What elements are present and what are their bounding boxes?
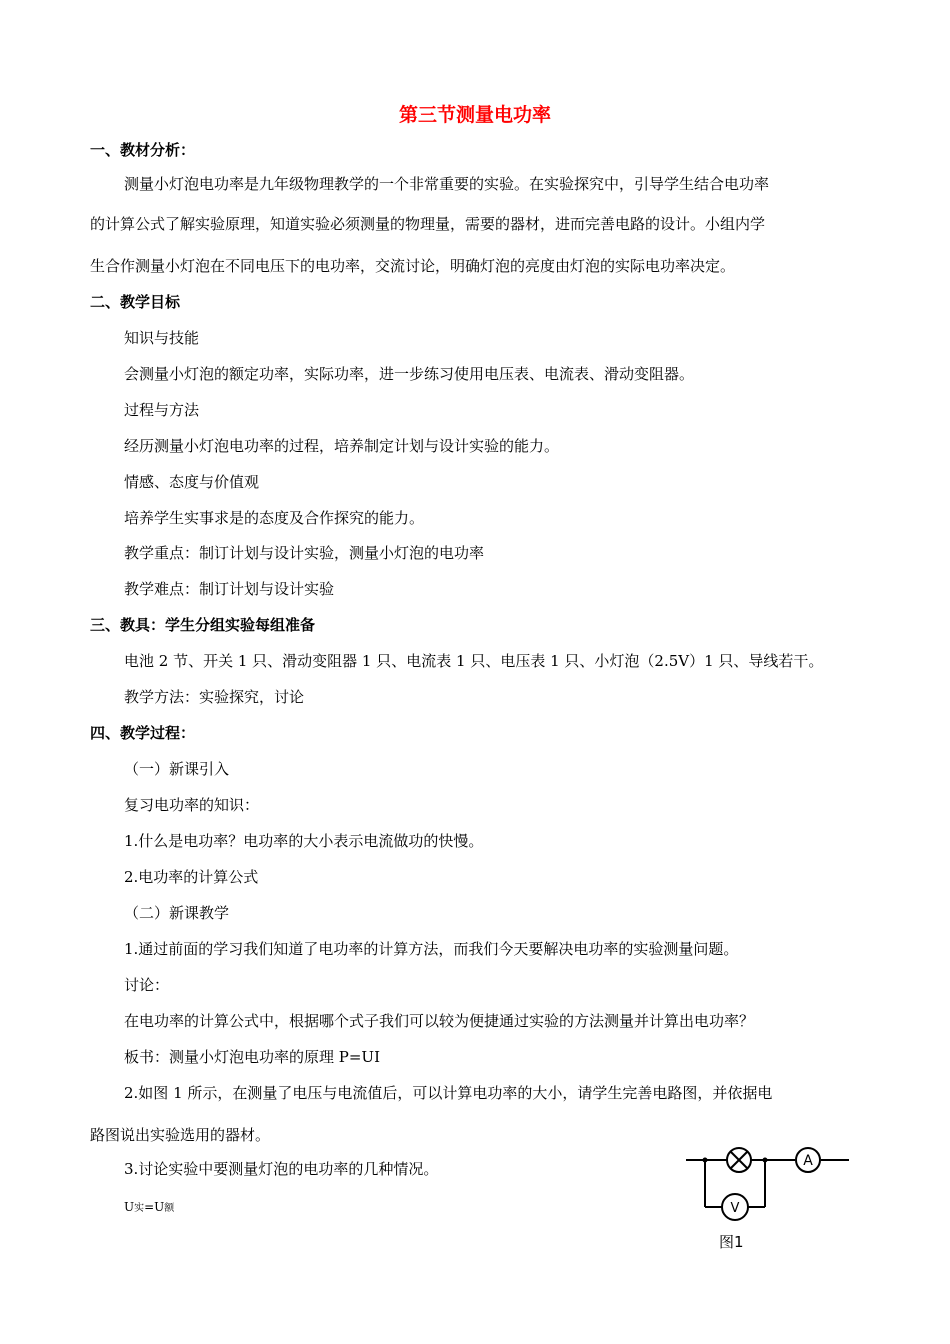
text-line: 经历测量小灯泡电功率的过程，培养制定计划与设计实验的能力。: [124, 437, 560, 455]
text-line: 路图说出实验选用的器材。: [90, 1126, 271, 1144]
text-line: 2.如图 1 所示，在测量了电压与电流值后，可以计算电功率的大小，请学生完善电路图，并依据电: [124, 1084, 773, 1102]
text-line: 在电功率的计算公式中，根据哪个式子我们可以较为便捷通过实验的方法测量并计算出电功率？: [124, 1012, 755, 1030]
formula-line: [124, 1197, 174, 1219]
text-line: 1.什么是电功率？电功率的大小表示电流做功的快慢。: [124, 832, 484, 850]
text-line: 情感、态度与价值观: [124, 473, 260, 491]
voltmeter-label: V: [730, 1201, 740, 1216]
text-line: 复习电功率的知识：: [124, 796, 260, 814]
voltmeter-icon: [722, 1194, 748, 1220]
text-line: 电池 2 节、开关 1 只、滑动变阻器 1 只、电流表 1 只、电压表 1 只、小灯泡（2.5V）1 只、导线若干。: [124, 652, 824, 670]
ammeter-icon: [796, 1148, 820, 1172]
circuit-diagram: [683, 1138, 853, 1226]
text-line: 培养学生实事求是的态度及合作探究的能力。: [124, 509, 425, 527]
page-title: 第三节测量电功率: [398, 104, 551, 126]
formula-sub-rated: 额: [164, 1203, 175, 1214]
paragraph-line: 的计算公式了解实验原理，知道实验必须测量的物理量，需要的器材，进而完善电路的设计。小组内学: [90, 215, 766, 233]
paragraph-line: 测量小灯泡电功率是九年级物理教学的一个非常重要的实验。在实验探究中，引导学生结合电功率: [124, 175, 770, 193]
text-line: 讨论：: [124, 976, 170, 994]
text-line: 板书：测量小灯泡电功率的原理 P=UI: [124, 1048, 380, 1066]
text-line: 教学难点：制订计划与设计实验: [124, 580, 335, 598]
formula-sub-actual: 实: [134, 1203, 145, 1214]
junction-dot: [703, 1158, 708, 1163]
text-line: （二）新课教学: [124, 904, 230, 922]
text-line: （一）新课引入: [124, 760, 230, 778]
lamp-icon: [727, 1148, 751, 1172]
section-heading-3: 三、教具：学生分组实验每组准备: [90, 616, 316, 634]
text-line: 2.电功率的计算公式: [124, 868, 259, 886]
text-line: 知识与技能: [124, 329, 200, 347]
ammeter-label: A: [803, 1153, 813, 1169]
formula-eq-u: =U: [144, 1200, 165, 1214]
text-line: 教学重点：制订计划与设计实验，测量小灯泡的电功率: [124, 544, 485, 562]
paragraph-line: 生合作测量小灯泡在不同电压下的电功率，交流讨论，明确灯泡的亮度由灯泡的实际电功率决定。: [90, 257, 736, 275]
formula-u: U: [124, 1200, 135, 1214]
figure-caption: 图1: [719, 1233, 744, 1251]
text-line: 会测量小灯泡的额定功率，实际功率，进一步练习使用电压表、电流表、滑动变阻器。: [124, 365, 695, 383]
section-heading-2: 二、教学目标: [90, 293, 181, 311]
junction-dot: [763, 1158, 768, 1163]
section-heading-4: 四、教学过程：: [90, 724, 196, 742]
text-line: 教学方法：实验探究，讨论: [124, 688, 305, 706]
section-heading-1: 一、教材分析：: [90, 141, 196, 159]
text-line: 过程与方法: [124, 401, 200, 419]
text-line: 1.通过前面的学习我们知道了电功率的计算方法，而我们今天要解决电功率的实验测量问题。: [124, 940, 739, 958]
text-line: 3.讨论实验中要测量灯泡的电功率的几种情况。: [124, 1160, 439, 1178]
